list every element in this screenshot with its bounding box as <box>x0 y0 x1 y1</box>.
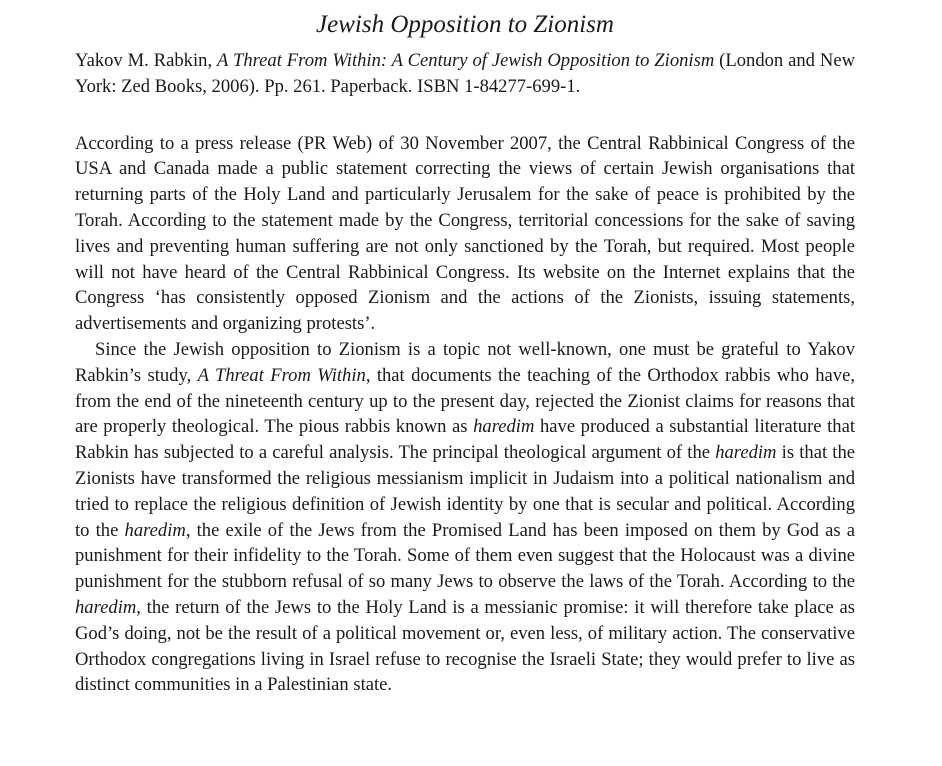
paragraph-1: According to a press release (PR Web) of 30 November 2007, the Central Rabbinical Congress of the USA and Canada made a public statement correcting the views of certain Jewish organisations that returning parts of the Holy Land and particularly Jerusalem for the sake of peace is prohibited by the Torah. According to the statement made by the Congress, territorial concessions for the sake of saving lives and preventing human suffering are not only sanctioned by the Torah, but required. Most people will not have heard of the Central Rabbinical Congress. Its website on the Internet explains that the Congress ‘has consistently opposed Zionism and the actions of the Zionists, issuing statements, advertisements and organizing protests’. <box>75 132 855 335</box>
paragraph-2-italic: haredim <box>124 519 186 541</box>
paragraph-2-italic: haredim <box>473 416 535 438</box>
paragraph-2-italic: A Threat From Within <box>197 364 366 386</box>
citation-publication: (London and New York: Zed Books, 2006). Pp. 261. Paperback. ISBN 1-84277-699-1. <box>75 50 856 97</box>
paragraph-2-text: have produced a substantial literature that Rabkin has subjected to a careful analysis. The principal theological argument of the <box>75 416 855 464</box>
paragraph-2-italic: haredim <box>715 442 777 464</box>
paragraph-2-text: , the exile of the Jews from the Promised Land has been imposed on them by God as a punishment for their infidelity to the Torah. Some of them even suggest that the Holocaust was a divine punishment for the stubborn refusal of so many Jews to observe the laws of the Torah. According to the <box>75 519 855 593</box>
paragraph-2 <box>75 337 855 698</box>
paragraph-2-text: is that the Zionists have transformed the religious messianism implicit in Judaism into a political nationalism and tried to replace the religious definition of Jewish identity by one that is secular and political. According to the <box>75 442 855 541</box>
review-title: Jewish Opposition to Zionism <box>316 11 614 38</box>
paragraph-2-text: Since the Jewish opposition to Zionism is a topic not well-known, one must be grateful to Yakov Rabkin’s study, <box>75 338 855 386</box>
citation-author: Yakov M. Rabkin, <box>75 50 218 71</box>
paragraph-2-italic: haredim <box>75 596 137 618</box>
document-page <box>75 0 855 698</box>
paragraph-2-text: , the return of the Jews to the Holy Land is a messianic promise: it will therefore take place as God’s doing, not be the result of a political movement or, even less, of military action. The conservative Orthodox congregations living in Israel refuse to recognise the Israeli State; they would prefer to live as distinct communities in a Palestinian state. <box>75 596 855 696</box>
book-citation <box>75 48 855 100</box>
review-body <box>75 131 855 699</box>
paragraph-2-text: , that documents the teaching of the Orthodox rabbis who have, from the end of the nineteenth century up to the present day, rejected the Zionist claims for reasons that are properly theological. The pious rabbis known as <box>75 364 855 438</box>
citation-book-title: A Threat From Within: A Century of Jewish Opposition to Zionism <box>217 50 715 71</box>
